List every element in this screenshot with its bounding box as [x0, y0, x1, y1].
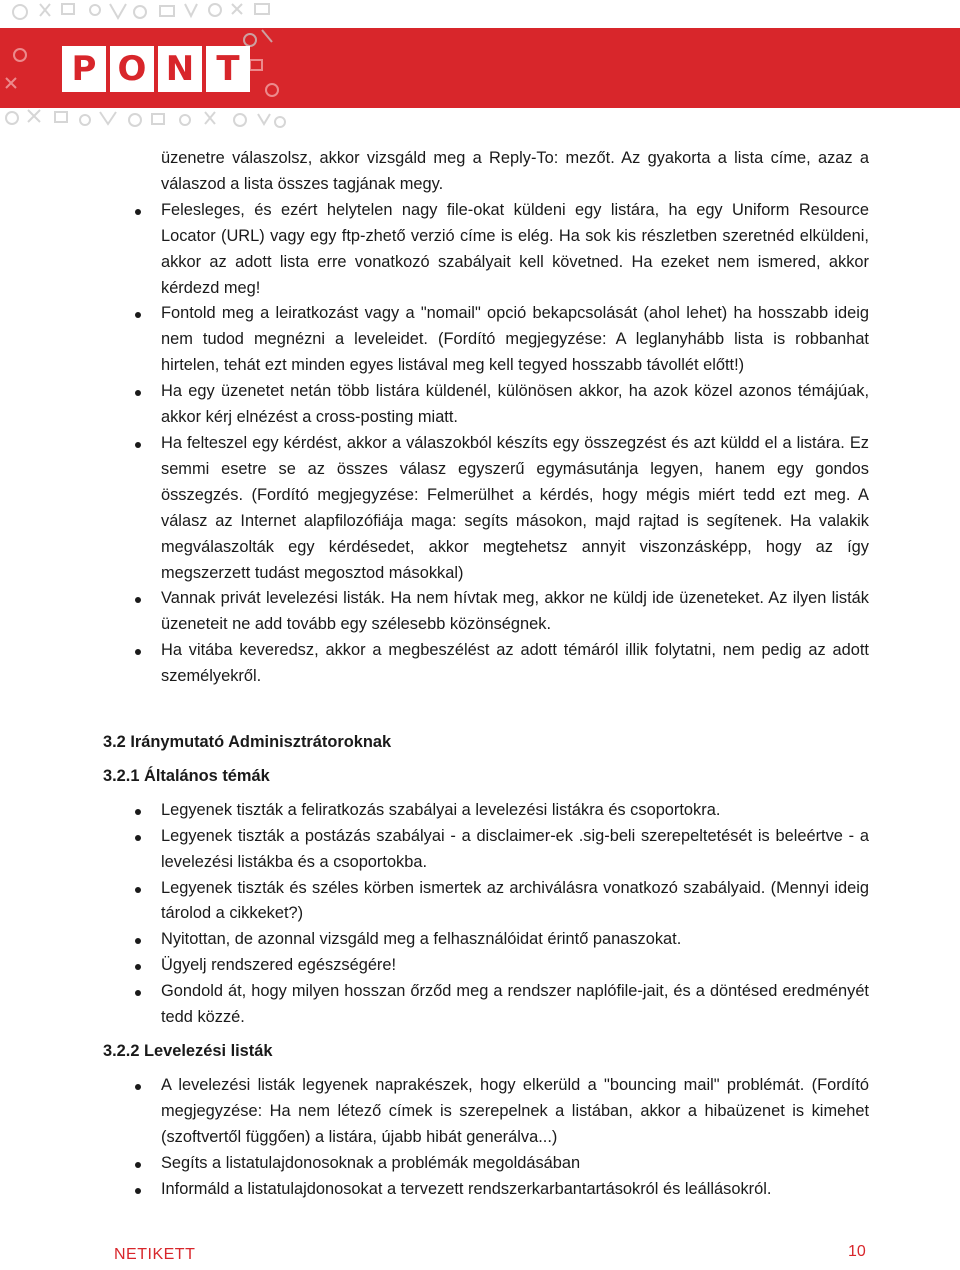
list-item: Fontold meg a leiratkozást vagy a "nomail" opció bekapcsolását (ahol lehet) ha hosszabb ideig nem tudod megnézni a leveleidet. (Fordító megjegyzése: A leglanyhább lista is robbanhat hirtelen, tehát ezt minden egyes listával meg kell tegyed hosszabb távollét előtt!) — [103, 301, 869, 379]
list-item: Segíts a listatulajdonosoknak a problémák megoldásában — [103, 1151, 869, 1177]
list-item: Ha felteszel egy kérdést, akkor a válaszokból készíts egy összegzést és azt küldd el a listára. Ez semmi esetre se az összes válasz egyszerű egymásutánja legyen, hanem egy gondos összegzés. (Fordító megjegyzése: Felmerülhet a kérdés, hogy mégis miért tedd ezt meg. A válasz az Internet alapfilozófiája maga: segíts másokon, majd rajtad is segítenek. Ha valakik megválaszolták egy kérdésedet, akkor megtehetsz annyit viszonzásképp, hogy az így megszerzett tudást megosztod másokkal) — [103, 431, 869, 586]
list-item: Ügyelj rendszered egészségére! — [103, 953, 869, 979]
logo-letter: N — [158, 46, 202, 92]
pont-logo — [62, 46, 250, 92]
bullet-list-top — [103, 198, 869, 690]
list-item: Legyenek tiszták a feliratkozás szabályai a levelezési listákra és csoportokra. — [103, 798, 869, 824]
subsection-title-mailing: 3.2.2 Levelezési listák — [103, 1042, 273, 1060]
footer-title: NETIKETT — [114, 1246, 196, 1263]
bullet-icon — [135, 597, 141, 603]
list-item: Nyitottan, de azonnal vizsgáld meg a felhasználóidat érintő panaszokat. — [103, 927, 869, 953]
list-item: A levelezési listák legyenek naprakészek, hogy elkerüld a "bouncing mail" problémát. (Fordító megjegyzése: Ha nem létező címek is szerepelnek a listában, akkor a hibaüzenet is kimehet (szoftvertől függően) a listára, újabb hibát generálva...) — [103, 1073, 869, 1151]
section-title: 3.2 Iránymutató Adminisztrátoroknak — [103, 733, 392, 752]
page-number: 10 — [848, 1243, 866, 1260]
list-item: Ha egy üzenetet netán több listára küldenél, különösen akkor, ha azok közel azonos témájúak, akkor kérj elnézést a cross-posting miatt. — [103, 379, 869, 431]
list-item: Ha vitába keveredsz, akkor a megbeszélést az adott témáról illik folytatni, nem pedig az adott személyekről. — [103, 638, 869, 690]
bullet-icon — [135, 209, 141, 215]
bullet-icon — [135, 835, 141, 841]
bullet-icon — [135, 938, 141, 944]
bullet-icon — [135, 390, 141, 396]
bullet-icon — [135, 964, 141, 970]
continuation-paragraph: üzenetre válaszolsz, akkor vizsgáld meg a Reply-To: mezőt. Az gyakorta a lista címe, azaz a válaszod a lista összes tagjának megy. — [161, 149, 869, 193]
logo-letter: T — [206, 46, 250, 92]
document-body — [103, 146, 869, 1202]
list-item: Vannak privát levelezési listák. Ha nem hívtak meg, akkor ne küldj ide üzeneteket. Az ilyen listák üzeneteit ne add tovább egy szélesebb közönségnek. — [103, 586, 869, 638]
list-item: Felesleges, és ezért helytelen nagy file-okat küldeni egy listára, ha egy Uniform Resource Locator (URL) vagy egy ftp-zhető verzió címe is elég. Ha sok kis részletben szeretnéd elküldeni, akkor az adott lista erre vonatkozó szabályait kell követned. Ha ezeket nem ismered, akkor kérdezd meg! — [103, 198, 869, 302]
list-item: Informáld a listatulajdonosokat a tervezett rendszerkarbantartásokról és leállásokról. — [103, 1177, 869, 1203]
bullet-icon — [135, 809, 141, 815]
logo-letter: O — [110, 46, 154, 92]
bullet-list-general — [103, 798, 869, 1031]
bullet-icon — [135, 1162, 141, 1168]
logo-letter: P — [62, 46, 106, 92]
bullet-icon — [135, 312, 141, 318]
subsection-title-general: 3.2.1 Általános témák — [103, 766, 270, 785]
bullet-icon — [135, 649, 141, 655]
list-item: Legyenek tiszták a postázás szabályai - a disclaimer-ek .sig-beli szerepeltetését is beleértve - a levelezési listákba és a csoportokba. — [103, 824, 869, 876]
list-item: Gondold át, hogy milyen hosszan őrződ meg a rendszer naplófile-jait, és a döntésed eredményét tedd közzé. — [103, 979, 869, 1031]
bullet-icon — [135, 1084, 141, 1090]
bullet-icon — [135, 887, 141, 893]
bullet-icon — [135, 1188, 141, 1194]
bullet-list-mailing — [103, 1073, 869, 1203]
bullet-icon — [135, 990, 141, 996]
bullet-icon — [135, 442, 141, 448]
list-item: Legyenek tiszták és széles körben ismertek az archiválásra vonatkozó szabályaid. (Mennyi ideig tárolod a cikkeket?) — [103, 876, 869, 928]
